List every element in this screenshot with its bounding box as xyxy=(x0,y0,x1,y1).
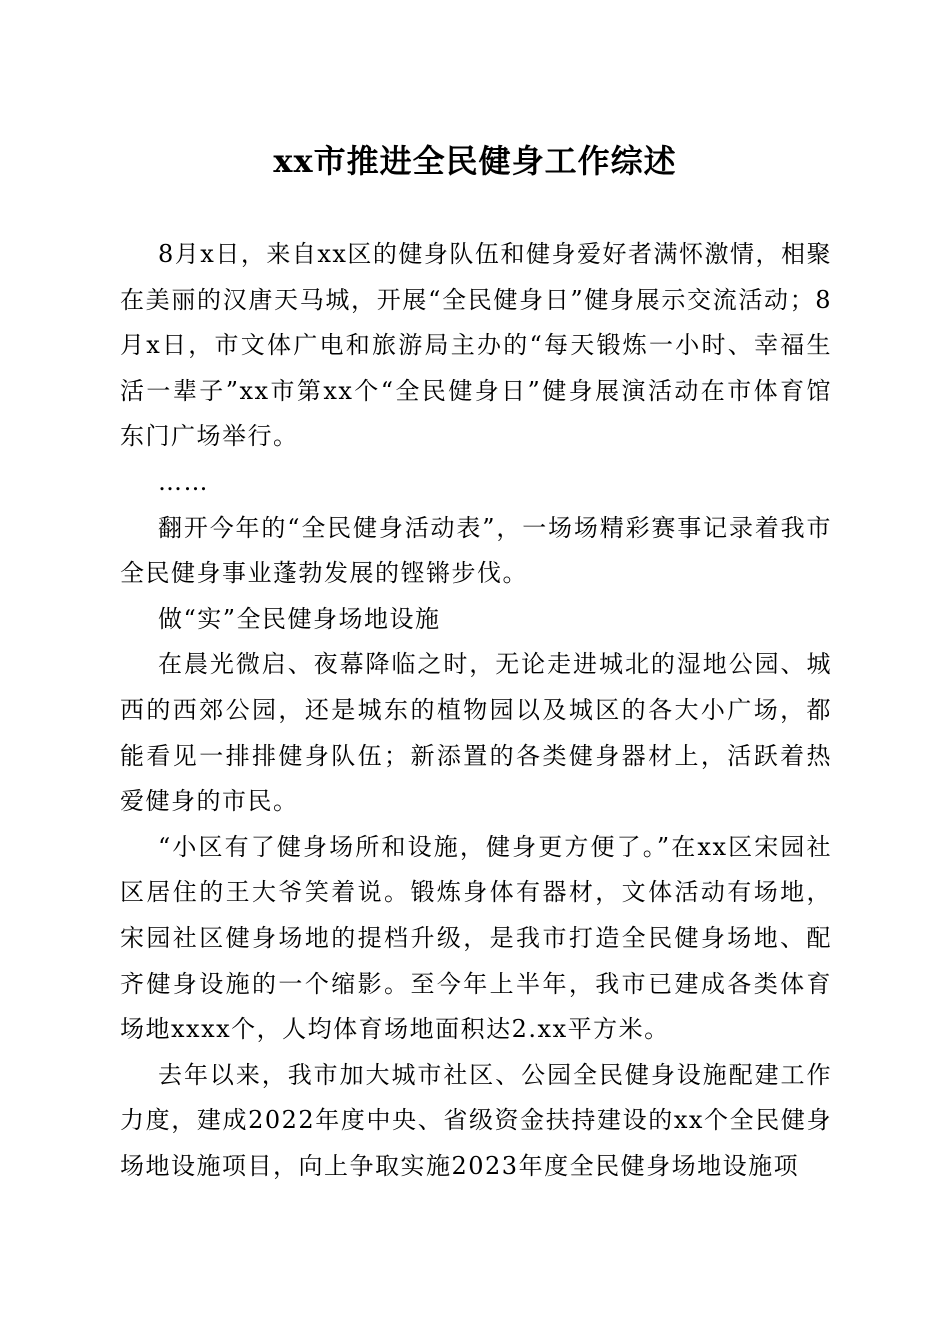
document-body xyxy=(120,232,832,1189)
paragraph-ellipsis: …… xyxy=(158,467,209,496)
document-title: xx市推进全民健身工作综述 xyxy=(273,142,677,180)
paragraph-morning-evening: 在晨光微启、夜幕降临之时，无论走进城北的湿地公园、城西的西郊公园，还是城东的植物园以及城区的各大小广场，都能看见一排排健身队伍；新添置的各类健身器材上，活跃着热爱健身的市民。 xyxy=(120,650,832,816)
paragraph-community-quote: “小区有了健身场所和设施，健身更方便了。”在xx区宋园社区居住的王大爷笑着说。锻炼身体有器材，文体活动有场地，宋园社区健身场地的提档升级，是我市打造全民健身场地、配齐健身设施的一个缩影。至今年上半年，我市已建成各类体育场地xxxx个，人均体育场地面积达2.xx平方米。 xyxy=(120,832,832,1044)
paragraph-opening: 8月x日，来自xx区的健身队伍和健身爱好者满怀激情，相聚在美丽的汉唐天马城，开展“全民健身日”健身展示交流活动；8月x日，市文体广电和旅游局主办的“每天锻炼一小时、幸福生活一辈子”xx市第xx个“全民健身日”健身展演活动在市体育馆东门广场举行。 xyxy=(120,240,832,451)
paragraph-activity-table: 翻开今年的“全民健身活动表”，一场场精彩赛事记录着我市全民健身事业蓬勃发展的铿锵步伐。 xyxy=(120,513,832,588)
paragraph-since-last-year: 去年以来，我市加大城市社区、公园全民健身设施配建工作力度，建成2022年度中央、省级资金扶持建设的xx个全民健身场地设施项目，向上争取实施2023年度全民健身场地设施项 xyxy=(120,1060,832,1180)
section-heading-facilities: 做“实”全民健身场地设施 xyxy=(158,604,441,633)
